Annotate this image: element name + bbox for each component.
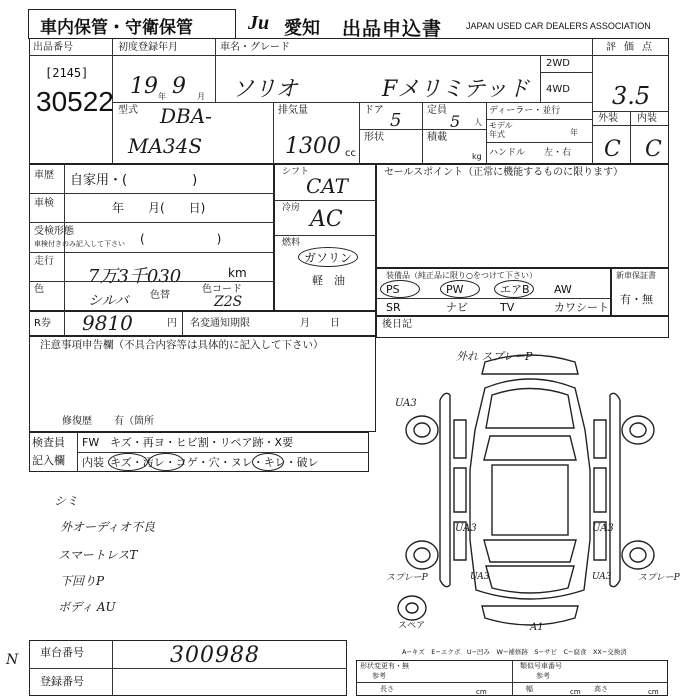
model-label: 型式: [118, 105, 138, 116]
capacity-value: 5: [450, 112, 461, 131]
shift-value: CAT: [306, 174, 348, 198]
equipment-item: カワシート: [554, 301, 609, 314]
spec-width-label: 幅: [526, 685, 533, 693]
mileage-unit: km: [228, 266, 247, 280]
displacement-value: 1300: [285, 134, 341, 159]
equipment-item: PW: [446, 283, 464, 296]
interior-label: 内装: [637, 113, 657, 124]
shape-label: 形状: [364, 132, 384, 143]
spec-length-label: 長さ: [380, 685, 394, 693]
margin-mark: N: [6, 652, 19, 668]
org-name: 愛知: [284, 18, 320, 39]
load-label: 積載: [427, 132, 447, 143]
color-code: Z2S: [214, 294, 243, 310]
rear-note-label: 後日記: [382, 319, 412, 330]
ju-logo: Ju: [248, 12, 270, 34]
registration-label: 初度登録年月: [118, 42, 178, 53]
diagram-label-spray-right: スプレーP: [638, 573, 680, 583]
model-line2: MA34S: [128, 134, 203, 158]
form-frame: [29, 38, 669, 164]
fuel-alt: 軽 油: [312, 274, 345, 287]
equipment-item: TV: [500, 301, 515, 314]
rating-score: 3.5: [612, 82, 651, 110]
circle-kizu: [108, 453, 148, 471]
mileage-label: 走行: [34, 256, 54, 267]
equipment-item: AW: [554, 283, 572, 296]
displacement-label: 排気量: [278, 105, 308, 116]
equipment-item: エアB: [500, 283, 530, 296]
equipment-selected-circle: [494, 280, 534, 298]
exterior-grade: C: [604, 137, 621, 162]
diagram-label-mid-left: UA3: [455, 523, 477, 534]
lot-label: 出品番号: [33, 42, 73, 53]
spec-change-label: 形状変更有・無: [360, 662, 409, 670]
capacity-label: 定員: [427, 105, 447, 116]
history-value: 自家用・( ): [70, 173, 198, 188]
shift-label: シフト: [282, 167, 310, 177]
handle-options: 左・右: [544, 148, 572, 158]
recycle-unit: 円: [167, 318, 177, 329]
diagram-label-spare: スペア: [398, 621, 426, 631]
month-unit: 月: [197, 92, 205, 101]
cert-sub: 参考: [536, 672, 550, 680]
form-title: 出品申込書: [342, 18, 443, 40]
model-line1: DBA-: [160, 104, 212, 128]
repair-history-label: 修復歴: [62, 416, 92, 427]
deadline-label: 名変通知期限: [190, 318, 250, 329]
registration-year: 19: [130, 74, 158, 99]
door-value: 5: [390, 110, 402, 131]
acceptance-note: 車検付きのみ記入して下さい: [34, 240, 125, 248]
dealer-label: ディーラー・並行: [489, 106, 561, 116]
car-number-value: 300988: [170, 643, 260, 668]
circle-nure: [252, 453, 284, 471]
fuel-value: ガソリン: [304, 251, 353, 265]
standard-equipment-value: 有・無: [620, 293, 653, 306]
car-number-label: 車台番号: [40, 646, 84, 659]
nen-label: 年: [570, 128, 578, 137]
fuel-label: 燃料: [282, 238, 301, 248]
spec-change-sub: 参考: [372, 672, 386, 680]
reg-number-label: 登録番号: [40, 675, 84, 688]
car-diagram: [380, 340, 680, 640]
year-unit: 年: [158, 92, 166, 101]
inspector-note-line: 外オーディオ不良: [60, 520, 156, 534]
inspector-label-2: 記入欄: [32, 454, 65, 467]
diagram-label-top: 外れ スプレーP: [456, 350, 533, 363]
lot-sub-number: [2145]: [45, 66, 89, 80]
recycle-label: R券: [34, 318, 51, 329]
drive-4wd: 4WD: [546, 84, 570, 95]
sales-point-label: セールスポイント（正常に機能するものに限ります）: [384, 167, 624, 178]
color-label: 色: [34, 284, 44, 295]
color-change-label: 色替: [150, 290, 170, 301]
vehicle-name: ソリオ: [232, 77, 298, 102]
notes-label: 注意事項申告欄（不具合内容等は具体的に記入して下さい）: [40, 339, 324, 351]
inspector-note-line: 下回りP: [60, 574, 105, 588]
circle-yogore: [148, 453, 184, 471]
inspection-label: 車検: [34, 198, 54, 209]
spec-width-cm: cm: [570, 688, 581, 696]
diagram-label-rear-left: UA3: [470, 572, 490, 582]
model-year-label: モデル 年式: [489, 121, 513, 139]
load-unit: kg: [472, 152, 482, 161]
diagram-label-mid-right: UA3: [592, 523, 614, 534]
damage-legend: A−キズ E−エクボ U−凹み W−補修跡 S−サビ C−腐食 XX−交換済: [402, 648, 627, 656]
diagram-label-front-left: UA3: [395, 398, 417, 409]
aircon-value: AC: [310, 207, 343, 232]
spec-length-cm: cm: [476, 688, 487, 696]
equipment-item: SR: [386, 301, 401, 314]
sales-point-frame: [376, 164, 669, 268]
inspector-row1: キズ・再ヨ・ヒビ割・リペア跡・X要: [110, 436, 294, 449]
rear-note-frame: [376, 316, 669, 338]
inspector-note-line: スマートレスT: [58, 548, 138, 562]
acceptance-label: 受検形態: [34, 226, 74, 237]
aircon-label: 冷房: [282, 203, 301, 213]
lot-number: 30522: [36, 86, 114, 117]
color-value: シルバ: [88, 293, 129, 309]
registration-month: 9: [172, 74, 186, 99]
drive-2wd: 2WD: [546, 58, 570, 69]
standard-equipment-label: 新車保証書: [616, 271, 656, 280]
repair-history-value: 有（箇所: [114, 416, 154, 427]
exterior-label: 外装: [598, 113, 618, 124]
color-code-label: 色コード: [202, 284, 242, 295]
inspector-row2-head: 内装: [82, 456, 104, 469]
history-label: 車歴: [34, 170, 54, 181]
inspector-note-line: ボディ AU: [58, 600, 116, 614]
diagram-label-rear-right: UA3: [592, 572, 612, 582]
diagram-label-spray-left: スプレーP: [386, 573, 428, 583]
acceptance-value: ( ): [140, 232, 222, 246]
interior-grade: C: [645, 137, 662, 162]
capacity-unit: 人: [474, 118, 482, 127]
equipment-selected-circle: [380, 280, 420, 298]
equipment-item: PS: [386, 283, 400, 296]
equipment-item: ナビ: [446, 301, 468, 314]
storage-title: 車内保管・守衛保管: [40, 18, 193, 38]
spec-height-label: 高さ: [594, 685, 608, 693]
inspector-label-1: 検査員: [32, 436, 65, 449]
inspection-value: 年 月( 日): [112, 201, 206, 215]
inspector-row2: キズ・汚レ・コゲ・穴・ヌレ・キレ・破レ: [110, 456, 319, 469]
equipment-selected-circle: [440, 280, 480, 298]
spec-height-cm: cm: [648, 688, 659, 696]
displacement-unit: cc: [345, 148, 356, 159]
recycle-value: 9810: [82, 311, 133, 335]
door-label: ドア: [364, 105, 384, 116]
inspector-note-line: シミ: [54, 494, 79, 508]
english-title: JAPAN USED CAR DEALERS ASSOCIATION: [466, 21, 651, 31]
handle-label: ハンドル: [489, 148, 526, 158]
deadline-value: 月 日: [300, 318, 340, 329]
vehicle-name-label: 車名・グレード: [220, 42, 290, 53]
cert-label: 類似号車番号: [520, 662, 562, 670]
mileage-value: 7万3千030: [88, 266, 182, 287]
equipment-label: 装備品（純正品に限り○をつけて下さい）: [386, 271, 537, 280]
rating-label: 評価点: [606, 42, 660, 53]
inspector-row1-head: FW: [82, 436, 100, 449]
diagram-label-bottom: A1: [530, 622, 544, 633]
vehicle-grade: Fメリミテッド: [382, 77, 530, 102]
